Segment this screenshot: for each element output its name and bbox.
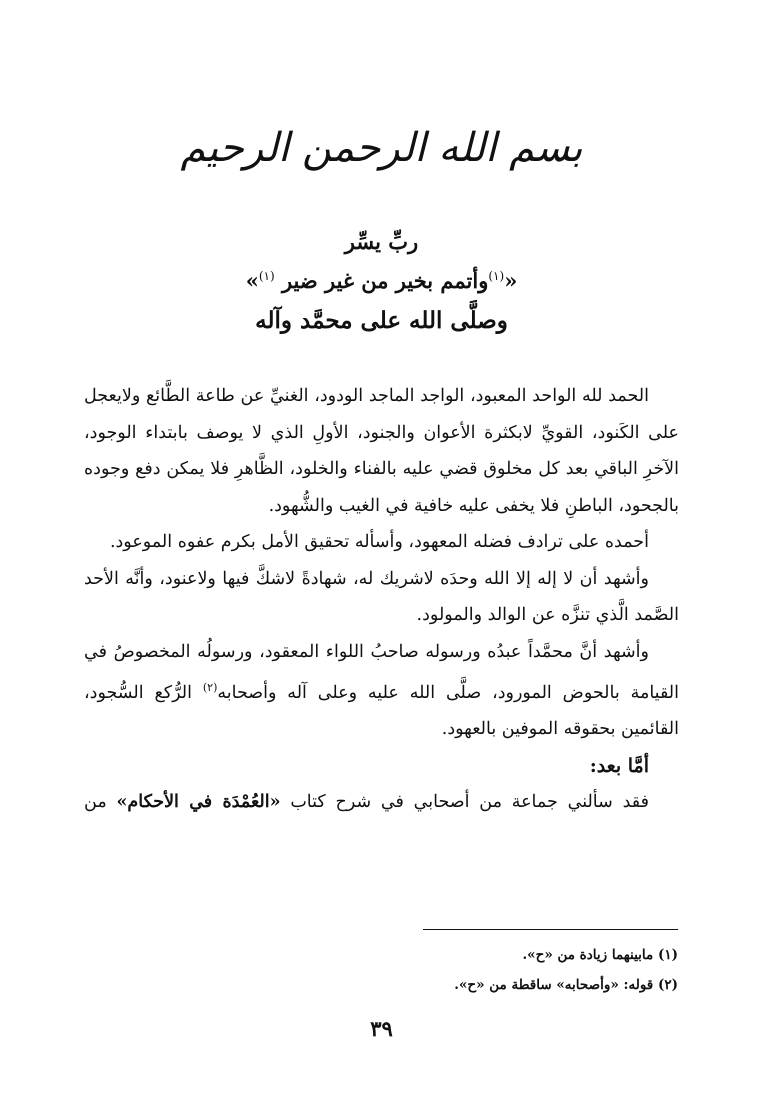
- page-number: ٣٩: [370, 1016, 393, 1041]
- basmala-calligraphy: بسم الله الرحمن الرحيم: [180, 125, 583, 171]
- paragraph-hamd: الحمد لله الواحد المعبود، الواجد الماجد الودود، الغنيِّ عن طاعة الطَّائع ولايعجل على الكَنود، القويِّ لابكثرة الأعوان والجنود، الأولِ الذي لا يوصف بابتداء الوجود، الآخرِ الباقي بعد كل مخلوق قضي عليه بالفناء والخلود، الظَّاهرِ فلا يمكن دفع وجوده بالجحود، الباطنِ فلا يخفى عليه خافية في الغيب والشُّهود.: [84, 386, 679, 516]
- amma-baad-heading: أمَّا بعد:: [589, 754, 649, 777]
- footnote-1: (١) مابينهما زيادة من «ح».: [522, 947, 678, 963]
- paragraph-muhammad: [84, 634, 679, 748]
- paragraph-shahada: وأشهد أن لا إله إلا الله وحدَه لاشريك له، شهادةً لاشكَّ فيها ولاعنود، وأنَّه الأحد الصَّمد الَّذي تنزَّه عن الوالد والمولود.: [84, 568, 679, 625]
- footnote-ref-1-close: (١): [258, 269, 275, 283]
- footnote-divider: [423, 929, 678, 930]
- paragraph-muhammad-part-a: وأشهد أنَّ محمَّداً عبدُه ورسوله صاحبُ اللواء المعقود، ورسولُه المخصوصُ في القيامة بالحوض المورود، صلَّى الله عليه وعلى آله وأصحابه: [84, 641, 679, 703]
- main-text: [84, 378, 679, 821]
- paragraph-fa-qad: [84, 784, 679, 821]
- quote-open: «: [504, 268, 518, 293]
- heading-rabbi-yassir: ربِّ يسِّر: [344, 229, 419, 254]
- paragraph-muhammad-part-b: الرُّكع السُّجود، القائمين بحقوقه الموفين بالعهود.: [84, 682, 679, 740]
- paragraph-fa-qad-part-a: فقد سألني جماعة من أصحابي في شرح كتاب: [280, 792, 649, 813]
- footnotes: [300, 940, 678, 1000]
- footnote-ref-2: (٢): [202, 681, 218, 694]
- quote-close: »: [245, 268, 259, 293]
- paragraph-fa-qad-part-b: من: [84, 792, 117, 813]
- heading-wa-atmim: [0, 258, 763, 299]
- paragraph-ahmaduhu: أحمده على ترادف فضله المعهود، وأسأله تحقيق الأمل بكرم عفوه الموعود.: [109, 532, 649, 552]
- footnote-2: (٢) قوله: «وأصحابه» ساقطة من «ح».: [454, 977, 678, 993]
- book-title-umda: «العُمْدَة في الأحكام»: [116, 792, 281, 813]
- heading-wa-atmim-text: وأتمم بخير من غير ضير: [281, 268, 489, 293]
- heading-salla-allah: وصلَّى الله على محمَّد وآله: [255, 307, 508, 334]
- footnote-ref-1-open: (١): [488, 269, 505, 283]
- opening-headings: [0, 226, 763, 343]
